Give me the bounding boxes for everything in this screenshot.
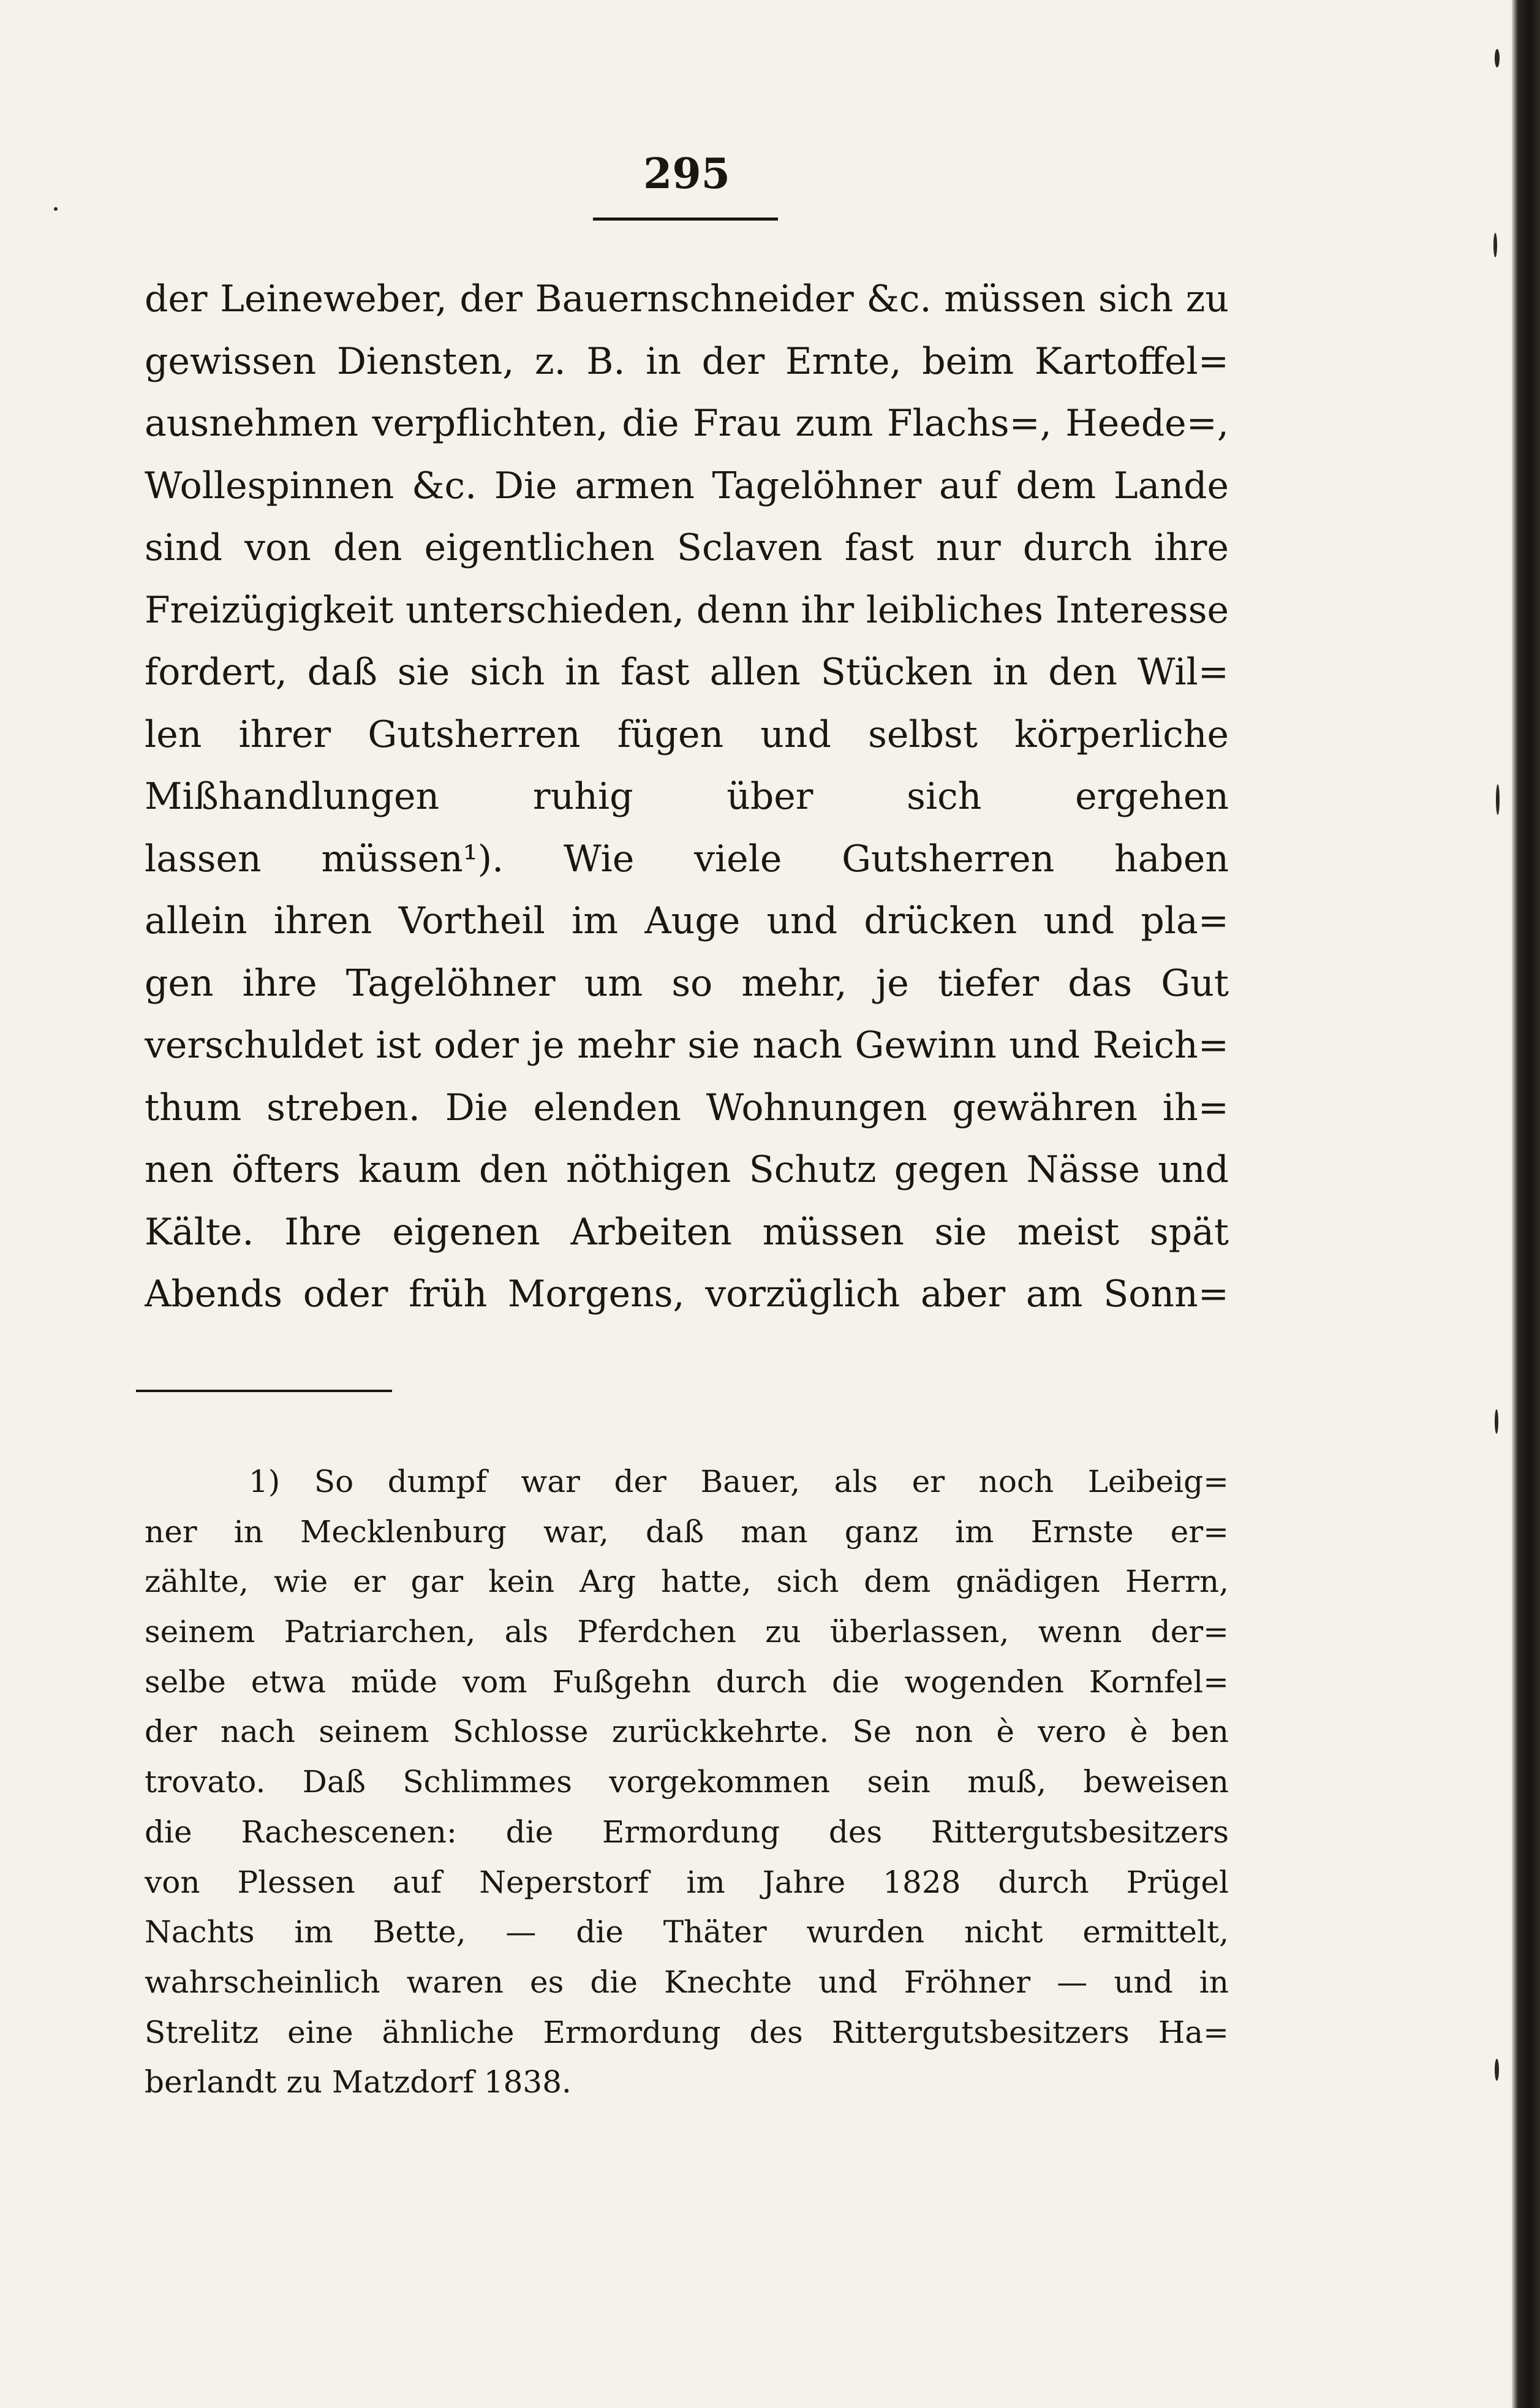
text-line: fordert, daß sie sich in fast allen Stücken in den Wil= (145, 651, 1229, 694)
text-line: Mißhandlungen ruhig über sich ergehen (145, 775, 1229, 818)
text-line: thum streben. Die elenden Wohnungen gewähren ih= (145, 1086, 1229, 1129)
footnote-line: zählte, wie er gar kein Arg hatte, sich dem gnädigen Herrn, (145, 1564, 1229, 1600)
scan-speck (1495, 49, 1500, 67)
scan-speck (1495, 2059, 1499, 2081)
footnote-line: Nachts im Bette, — die Thäter wurden nicht ermittelt, (145, 1914, 1229, 1950)
footnote-line: seinem Patriarchen, als Pferdchen zu überlassen, wenn der= (145, 1614, 1229, 1650)
text-line: Kälte. Ihre eigenen Arbeiten müssen sie meist spät (145, 1210, 1229, 1254)
footnote-line: selbe etwa müde vom Fußgehn durch die wogenden Kornfel= (145, 1664, 1229, 1700)
text-line: Wollespinnen &c. Die armen Tagelöhner auf dem Lande (145, 464, 1229, 507)
text-line: der Leineweber, der Bauernschneider &c. müssen sich zu (145, 278, 1229, 320)
scan-speck (1495, 1409, 1498, 1434)
footnote-line: von Plessen auf Neperstorf im Jahre 1828 durch Prügel (145, 1864, 1229, 1900)
text-line: lassen müssen¹). Wie viele Gutsherren haben (145, 837, 1229, 880)
footnote-line: trovato. Daß Schlimmes vorgekommen sein muß, beweisen (145, 1764, 1229, 1800)
text-line: Abends oder früh Morgens, vorzüglich aber am Sonn= (145, 1273, 1229, 1316)
page-number-rule (593, 218, 778, 221)
scan-speck (1493, 233, 1497, 257)
scan-speck (1496, 784, 1500, 815)
binding-edge (1512, 0, 1540, 2408)
text-line: nen öfters kaum den nöthigen Schutz gegen Nässe und (145, 1148, 1229, 1191)
text-line: verschuldet ist oder je mehr sie nach Gewinn und Reich= (145, 1024, 1229, 1067)
text-line: ausnehmen verpflichten, die Frau zum Flachs=, Heede=, (145, 402, 1229, 445)
page-number: 295 (643, 150, 730, 199)
footnote-line: 1) So dumpf war der Bauer, als er noch Leibeig= (249, 1464, 1229, 1499)
scan-speck (54, 207, 58, 211)
footnote (145, 1457, 1229, 2108)
body-text (145, 268, 1229, 1326)
footnote-line: berlandt zu Matzdorf 1838. (145, 2064, 572, 2100)
footnote-line: ner in Mecklenburg war, daß man ganz im Ernste er= (145, 1513, 1229, 1550)
footnote-line: die Rachescenen: die Ermordung des Rittergutsbesitzers (145, 1814, 1229, 1850)
text-line: gen ihre Tagelöhner um so mehr, je tiefer das Gut (145, 961, 1229, 1005)
footnote-line: wahrscheinlich waren es die Knechte und Fröhner — und in (145, 1964, 1229, 2000)
text-line: Freizügigkeit unterschieden, denn ihr leibliches Interesse (145, 588, 1229, 632)
text-line: len ihrer Gutsherren fügen und selbst körperliche (145, 713, 1229, 756)
text-line: sind von den eigentlichen Sclaven fast nur durch ihre (145, 526, 1229, 569)
text-line: gewissen Diensten, z. B. in der Ernte, beim Kartoffel= (145, 339, 1229, 383)
footnote-line: der nach seinem Schlosse zurückkehrte. Se non è vero è ben (145, 1714, 1229, 1750)
footnote-rule (136, 1390, 392, 1392)
text-line: allein ihren Vortheil im Auge und drücken und pla= (145, 899, 1229, 942)
footnote-line: Strelitz eine ähnliche Ermordung des Rittergutsbesitzers Ha= (145, 2014, 1229, 2050)
